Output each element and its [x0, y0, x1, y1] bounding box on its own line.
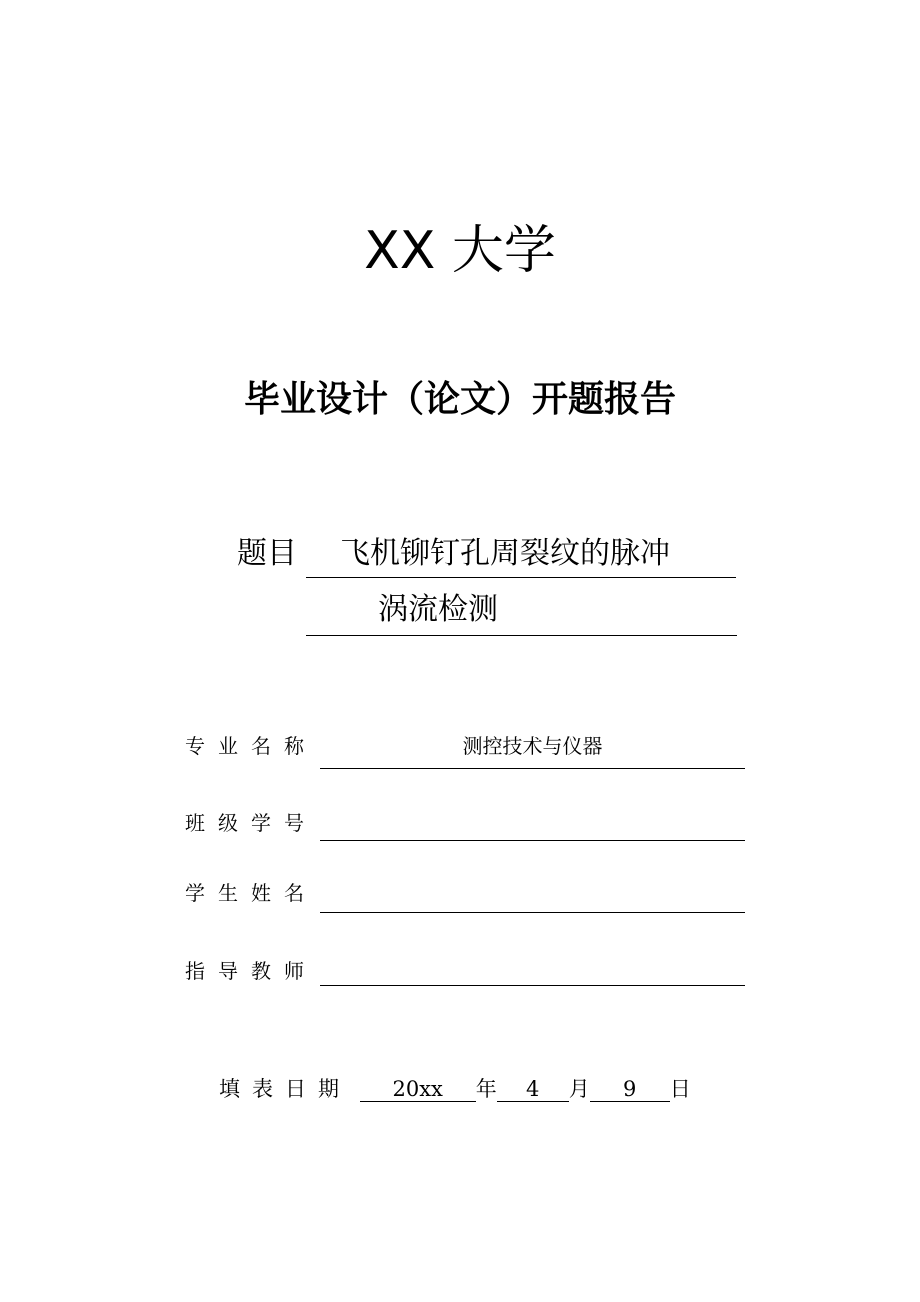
major-underline — [320, 768, 745, 769]
student-name-label: 学生姓名 — [185, 881, 317, 905]
date-day-unit: 日 — [669, 1077, 691, 1101]
major-value: 测控技术与仪器 — [462, 734, 603, 758]
advisor-underline — [320, 985, 745, 986]
fill-date-row — [219, 1074, 691, 1104]
date-year-value: 20xx — [360, 1077, 476, 1102]
date-month-value: 4 — [497, 1077, 569, 1102]
class-id-underline — [320, 840, 745, 841]
date-month-unit: 月 — [568, 1077, 590, 1101]
student-name-underline — [320, 912, 745, 913]
topic-title-line-2: 涡流检测 — [378, 592, 498, 627]
topic-label: 题目 — [237, 536, 297, 571]
topic-underline-1 — [306, 577, 736, 578]
fill-date-label: 填表日期 — [219, 1077, 351, 1101]
advisor-label: 指导教师 — [185, 959, 317, 983]
university-name: XX 大学 — [364, 221, 556, 281]
topic-title-line-1: 飞机铆钉孔周裂纹的脉冲 — [340, 536, 670, 571]
major-label: 专业名称 — [185, 734, 317, 758]
date-year-unit: 年 — [475, 1077, 497, 1101]
report-title: 毕业设计（论文）开题报告 — [243, 379, 676, 420]
topic-underline-2 — [306, 635, 737, 636]
date-day-value: 9 — [590, 1077, 670, 1102]
class-id-label: 班级学号 — [185, 811, 317, 835]
